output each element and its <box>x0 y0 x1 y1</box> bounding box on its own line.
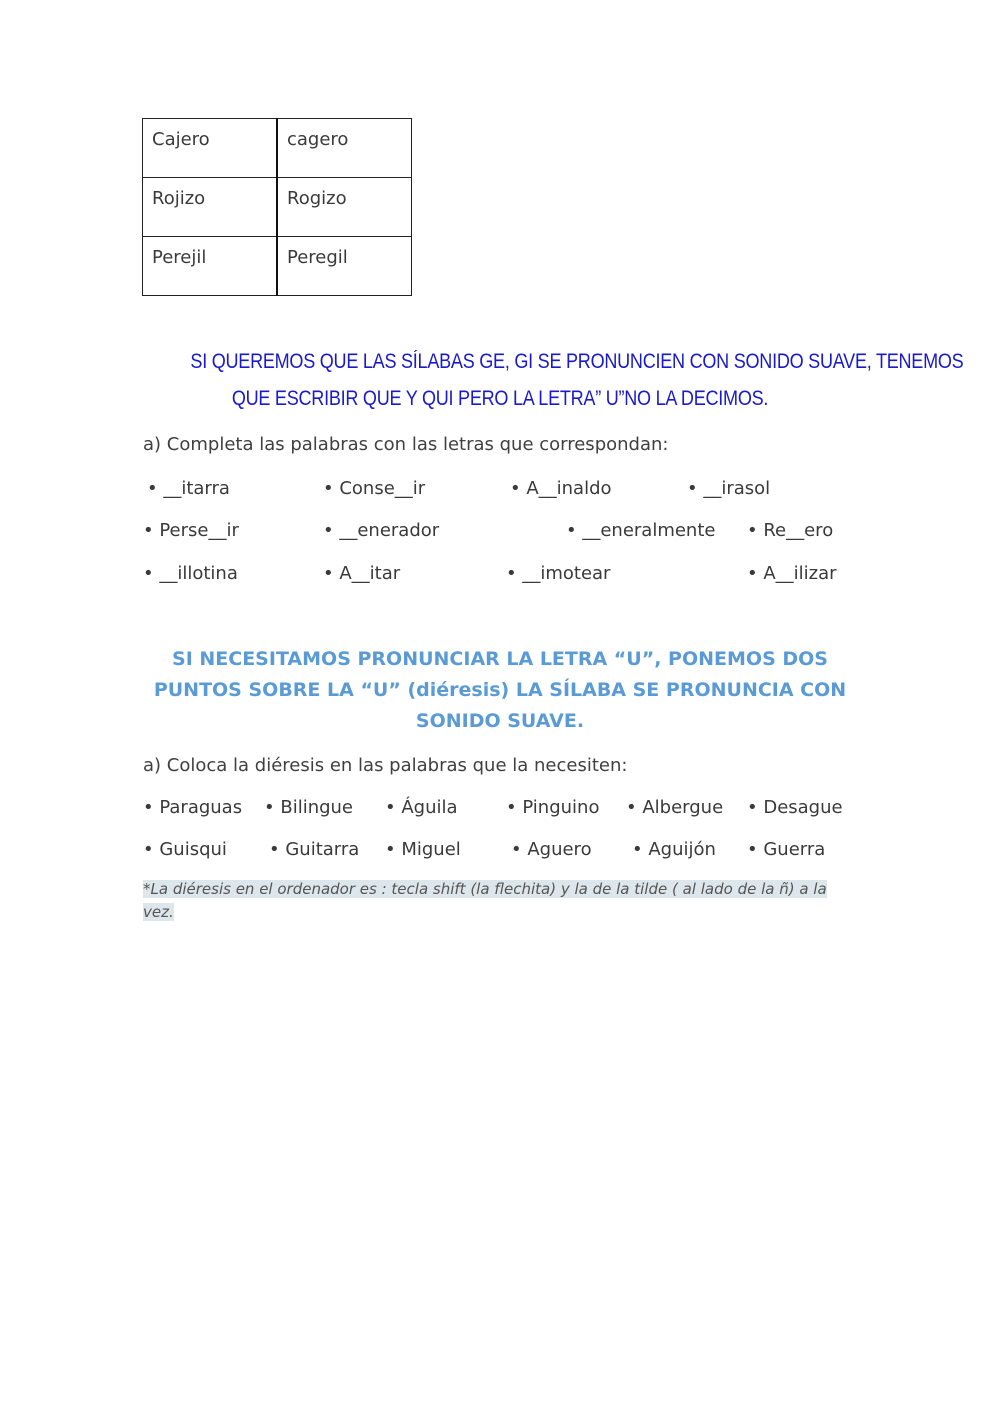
list-item: • __imotear <box>506 563 611 584</box>
list-item: • A__ilizar <box>747 563 837 584</box>
list-item: • A__inaldo <box>510 478 612 499</box>
list-item: • Perse__ir <box>143 520 239 541</box>
table-cell: Rojizo <box>143 178 278 237</box>
rule-heading-line: SONIDO SUAVE. <box>415 710 585 732</box>
list-item: • A__itar <box>323 563 401 584</box>
list-item: • Guisqui <box>143 839 227 860</box>
list-item: • Albergue <box>626 797 724 818</box>
exercise1-instruction: a) Completa las palabras con las letras que correspondan: <box>143 434 669 455</box>
table-cell: cagero <box>277 119 412 178</box>
list-item: • Águila <box>385 797 458 818</box>
list-item: • __itarra <box>147 478 230 499</box>
rule-heading-line: SI QUEREMOS QUE LAS SÍLABAS GE, GI SE PRONUNCIEN CON SONIDO SUAVE, TENEMOS <box>190 350 964 373</box>
rule-heading-gue-gui <box>190 343 964 417</box>
list-item: • __illotina <box>143 563 238 584</box>
list-item: • Desague <box>747 797 843 818</box>
table-row <box>143 178 412 237</box>
table-row <box>143 237 412 296</box>
keyboard-tip-note <box>143 878 858 924</box>
list-item: • Conse__ir <box>323 478 426 499</box>
list-item: • __eneralmente <box>566 520 716 541</box>
rule-heading-line: PUNTOS SOBRE LA “U” (diéresis) LA SÍLABA SE PRONUNCIA CON <box>153 679 847 701</box>
list-item: • Guerra <box>747 839 826 860</box>
list-item: • __irasol <box>687 478 771 499</box>
table-cell: Perejil <box>143 237 278 296</box>
list-item: • Paraguas <box>143 797 243 818</box>
list-item: • Aguero <box>511 839 592 860</box>
rule-heading-dieresis <box>150 644 850 737</box>
list-item: • Re__ero <box>747 520 834 541</box>
list-item: • __enerador <box>323 520 440 541</box>
exercise2-instruction: a) Coloca la diéresis en las palabras que la necesiten: <box>143 755 628 776</box>
table-row <box>143 119 412 178</box>
word-comparison-table <box>142 118 412 296</box>
rule-heading-line: SI NECESITAMOS PRONUNCIAR LA LETRA “U”, PONEMOS DOS <box>172 648 828 670</box>
list-item: • Aguijón <box>632 839 716 860</box>
table-cell: Cajero <box>143 119 278 178</box>
list-item: • Miguel <box>385 839 461 860</box>
list-item: • Bilingue <box>264 797 354 818</box>
table-cell: Rogizo <box>277 178 412 237</box>
list-item: • Guitarra <box>269 839 360 860</box>
table-cell: Peregil <box>277 237 412 296</box>
note-line: *La diéresis en el ordenador es : tecla shift (la flechita) y la de la tilde ( al lado de la ñ) a la <box>143 880 827 898</box>
list-item: • Pinguino <box>506 797 600 818</box>
rule-heading-line: QUE ESCRIBIR QUE Y QUI PERO LA LETRA” U”NO LA DECIMOS. <box>231 387 769 410</box>
note-line: vez. <box>143 903 174 921</box>
